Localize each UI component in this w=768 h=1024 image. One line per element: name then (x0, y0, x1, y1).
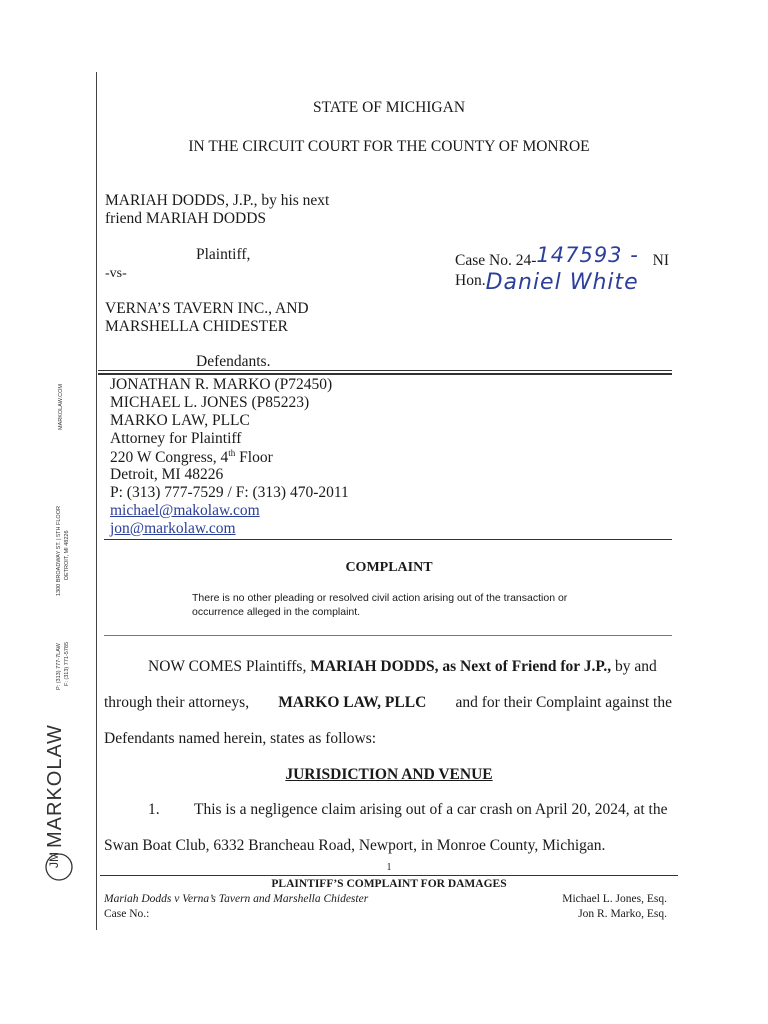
firm-logo-initials: JM (47, 852, 61, 868)
plaintiff-name-line1: MARIAH DODDS, J.P., by his next (105, 192, 330, 209)
footer-case-caption: Mariah Dodds v Verna’s Tavern and Marshella Chidester (104, 893, 369, 905)
body-paragraph-line2 (104, 694, 672, 712)
sidebar-address-line1: 1300 BROADWAY ST. | 5TH FLOOR (56, 506, 62, 596)
complaint-title: COMPLAINT (345, 560, 433, 575)
body-p1-text-c: by and (611, 658, 657, 675)
defendant-name-line2: MARSHELLA CHIDESTER (105, 318, 288, 335)
item-text-line1: This is a negligence claim arising out of a car crash on April 20, 2024, at the (194, 801, 668, 818)
defendant-role: Defendants. (196, 353, 271, 370)
counsel-role: Attorney for Plaintiff (110, 430, 242, 447)
body-p2-text-a: through their attorneys, (104, 694, 250, 711)
counsel-street-floor: Floor (235, 449, 273, 467)
sidebar-address-line2: DETROIT, MI 48226 (64, 530, 70, 580)
firm-logo-text: MARKOLAW (44, 724, 66, 848)
case-number-suffix: NI (652, 252, 670, 269)
footer-title: PLAINTIFF’S COMPLAINT FOR DAMAGES (271, 878, 507, 890)
counsel-line2: MICHAEL L. JONES (P85223) (110, 394, 310, 411)
body-paragraph-line1 (148, 658, 657, 676)
margin-rule (96, 72, 97, 930)
court-heading: IN THE CIRCUIT COURT FOR THE COUNTY OF MONROE (188, 138, 590, 155)
counsel-firm: MARKO LAW, PLLC (110, 412, 250, 429)
item-text-line2: Swan Boat Club, 6332 Brancheau Road, Newport, in Monroe County, Michigan. (104, 837, 606, 854)
body-p2-text-c: and for their Complaint against the (455, 694, 672, 711)
counsel-street (110, 448, 273, 467)
footer-rule (100, 875, 678, 876)
versus-label: -vs- (105, 266, 127, 281)
counsel-email-jon[interactable]: jon@markolaw.com (110, 520, 236, 537)
counsel-phone: P: (313) 777-7529 / F: (313) 470-2011 (110, 484, 349, 501)
sidebar-phone: P: (313) 777-7LAW (56, 643, 62, 690)
notice-line2: occurrence alleged in the complaint. (192, 606, 361, 618)
judge-label (455, 266, 639, 295)
counsel-city: Detroit, MI 48226 (110, 466, 224, 483)
counsel-email-michael[interactable]: michael@makolaw.com (110, 502, 260, 519)
state-heading: STATE OF MICHIGAN (312, 99, 466, 116)
judge-handwritten-name: Daniel White (485, 270, 639, 295)
case-number-handwritten: 147593 - (536, 243, 639, 267)
sidebar-fax: F: (313) 771-5785 (64, 641, 70, 686)
counsel-line1: JONATHAN R. MARKO (P72450) (110, 376, 333, 393)
footer-case-number: Case No.: (104, 908, 150, 920)
plaintiff-role: Plaintiff, (196, 246, 251, 263)
counsel-street-ordinal: th (228, 448, 236, 458)
caption-rule-top (98, 370, 672, 371)
footer-attorney2: Jon R. Marko, Esq. (578, 908, 667, 920)
section-heading: JURISDICTION AND VENUE (285, 766, 493, 783)
counsel-street-main: 220 W Congress, 4 (110, 449, 229, 467)
notice-line1: There is no other pleading or resolved civil action arising out of the transaction or (192, 592, 568, 604)
judge-prefix: Hon. (455, 272, 486, 289)
body-p1-text-a: NOW COMES Plaintiffs, (148, 658, 311, 675)
body-paragraph-line3: Defendants named herein, states as follows: (104, 730, 377, 747)
sidebar-website: MARKOLAW.COM (58, 384, 64, 430)
body-p2-bold: MARKO LAW, PLLC (278, 694, 427, 711)
footer-attorney1: Michael L. Jones, Esq. (562, 893, 667, 905)
plaintiff-name-line2: friend MARIAH DODDS (105, 210, 267, 227)
caption-rule-double (98, 373, 672, 375)
notice-rule (104, 635, 672, 636)
item-number: 1. (148, 801, 160, 818)
case-number-prefix: Case No. 24- (455, 252, 537, 269)
counsel-rule (104, 539, 672, 540)
page-number: 1 (386, 862, 392, 873)
defendant-name-line1: VERNA’S TAVERN INC., AND (105, 300, 309, 317)
body-p1-bold: MARIAH DODDS, as Next of Friend for J.P., (310, 658, 612, 675)
